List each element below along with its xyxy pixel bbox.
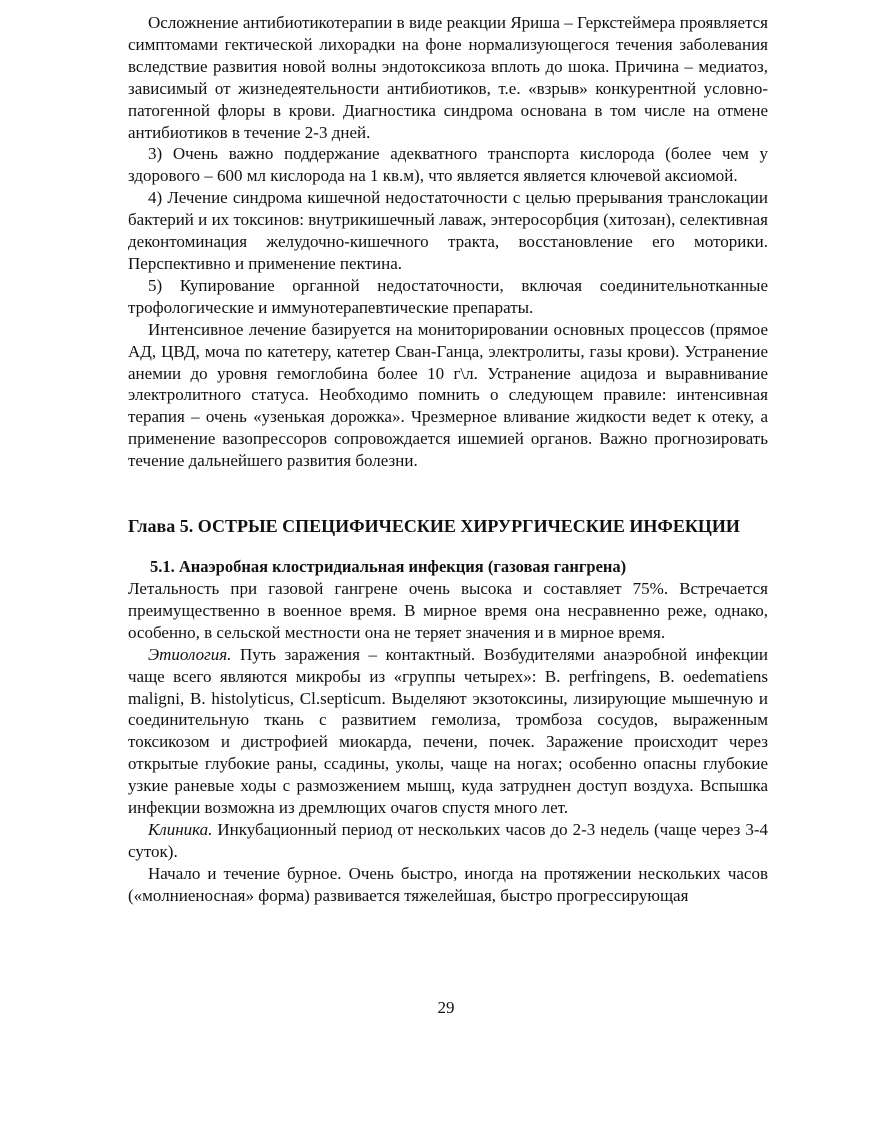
paragraph-onset: Начало и течение бурное. Очень быстро, иногда на протяжении нескольких часов («молниеносная» форма) развивается тяжелейшая, быстро прогрессирующая [128,863,768,905]
clinic-text: Инкубационный период от нескольких часов до 2-3 недель (чаще через 3-4 суток). [128,820,768,861]
paragraph-jarisch-reaction: Осложнение антибиотикотерапии в виде реакции Яриша – Геркстеймера проявляется симптомами гектической лихорадки на фоне нормализующегося течения заболевания вследствие развития новой волны эндотоксикоза вплоть до шока. Причина – медиатоз, зависимый от жизнедеятельности антибиотиков, т.е. «взрыв» конкурентной условно-патогенной флоры в крови. Диагностика синдрома основана в том числе на отмене антибиотиков в течение 2-3 дней. [128,13,768,142]
section-title: 5.1. Анаэробная клостридиальная инфекция (газовая гангрена) [150,557,627,577]
page-body [128,12,768,907]
chapter-title: Глава 5. ОСТРЫЕ СПЕЦИФИЧЕСКИЕ ХИРУРГИЧЕСКИЕ ИНФЕКЦИИ [128,516,740,537]
paragraph-section-intro: Летальность при газовой гангрене очень высока и составляет 75%. Встречается преимущественно в военное время. В мирное время она несравненно реже, однако, особенно, в сельской местности она не теряет значения и в мирное время. [128,579,768,642]
paragraph-organ-insufficiency: 5) Купирование органной недостаточности, включая соединительнотканные трофологические и иммунотерапевтические препараты. [128,275,768,317]
etiology-lead: Этиология. [148,644,232,664]
paragraph-clinic [128,819,768,863]
page-number: 29 [437,998,455,1017]
clinic-lead: Клиника. [148,820,213,839]
paragraph-oxygen-transport: 3) Очень важно поддержание адекватного транспорта кислорода (более чем у здорового – 600 мл кислорода на 1 кв.м), что является является ключевой аксиомой. [128,144,768,186]
paragraph-intestinal-insufficiency: 4) Лечение синдрома кишечной недостаточности с целью прерывания транслокации бактерий и их токсинов: внутрикишечный лаваж, энтеросорбция (хитозан), селективная деконтоминация желудочно-кишечного тракта, восстановление его моторики. Перспективно и применение пектина. [128,188,768,273]
paragraph-intensive-treatment: Интенсивное лечение базируется на мониторировании основных процессов (прямое АД, ЦВД, моча по катетеру, катетер Сван-Ганца, электролиты, газы крови). Устранение анемии до уровня гемоглобина более 10 г\л. Устранение ацидоза и выравнивание электролитного статуса. Необходимо помнить о следующем правиле: интенсивная терапия – очень «узенькая дорожка». Чрезмерное вливание жидкости ведет к отеку, а применение вазопрессоров сопровождается ишемией органов. Важно прогнозировать течение дальнейшего развития болезни. [128,319,768,471]
etiology-text: Путь заражения – контактный. Возбудителями анаэробной инфекции чаще всего являются микробы из «группы четырех»: B. perfringens, B. oedematiens maligni, B. histolyticus, Cl.septicum. Выделяют экзотоксины, лизирующие мышечную и соединительную ткань с развитием гемолиза, тромбоза сосудов, выраженным токсикозом и дистрофией миокарда, печени, почек. Заражение происходит через открытые глубокие раны, ссадины, уколы, чаще на ногах; особенно опасны глубокие узкие раневые ходы с размозжением мышц, куда затруднен доступ воздуха. Вспышка инфекции возможна из дремлющих очагов спустя много лет. [128,644,768,818]
paragraph-etiology [128,644,768,819]
